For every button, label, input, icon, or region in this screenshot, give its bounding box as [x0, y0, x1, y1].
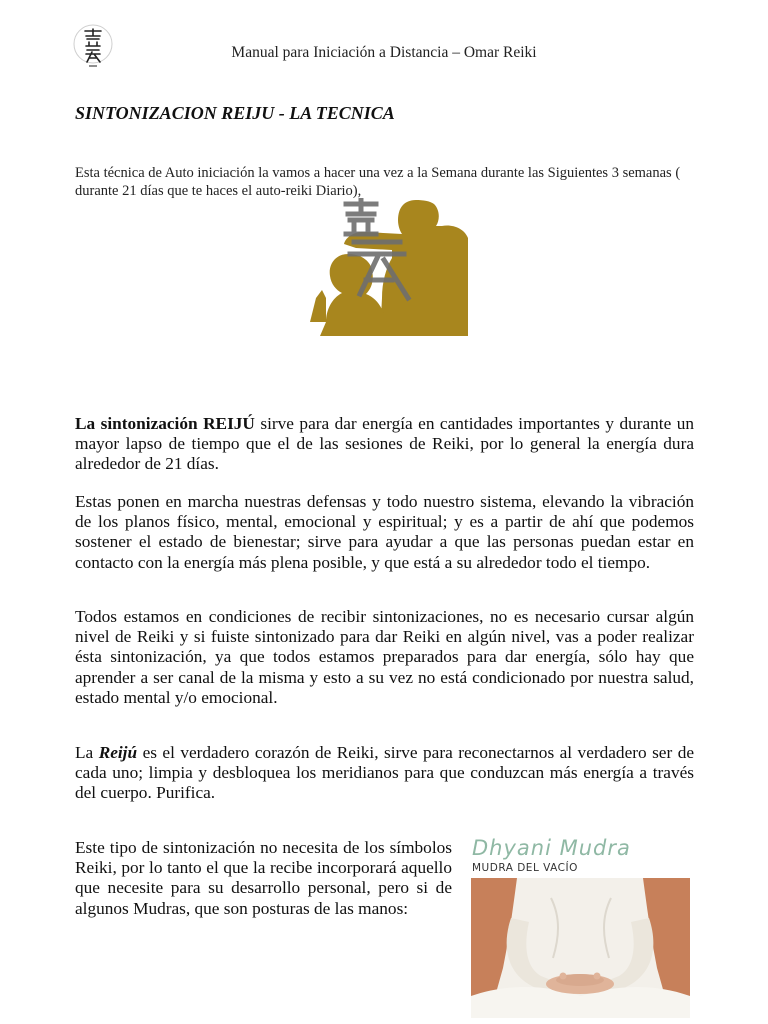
- mudra-card-title: Dhyani Mudra: [472, 836, 631, 860]
- paragraph-heart-of-reiki: [75, 743, 694, 804]
- paragraph-text: es el verdadero corazón de Reiki, sirve para reconectarnos al verdadero ser de cada uno; limpia y desbloquea los meridianos para que conduzcan más energía a través del cuerpo. Purifica.: [75, 743, 695, 803]
- paragraph-text: La: [75, 743, 99, 762]
- paragraph-lead-bold: La sintonización REIJÚ: [75, 414, 255, 433]
- page-header: Manual para Iniciación a Distancia – Omar Reiki: [231, 44, 537, 61]
- paragraph-reiju-definition: [75, 414, 694, 475]
- intro-text: Esta técnica de Auto iniciación la vamos a hacer una vez a la Semana durante las Siguientes 3 semanas ( durante 21 días que te haces el auto-reiki Diario),: [75, 165, 681, 199]
- paragraph-defenses: Estas ponen en marcha nuestras defensas y todo nuestro sistema, elevando la vibración de los planos físico, mental, emocional y espiritual; y es a partir de ahí que podemos sostener el estado de bienestar; sirve para ayudar a que las personas puedan estar en contacto con la energía más plena posible, y que está a su alrededor todo el tiempo.: [75, 492, 694, 572]
- dhyani-mudra-photo: [471, 878, 690, 1018]
- paragraph-text: sirve para dar energía en cantidades importantes y durante un mayor lapso de tiempo que el de las sesiones de Reiki, por lo general la energía dura alrededor de 21 días.: [75, 414, 695, 474]
- reiju-emphasis: Reijú: [98, 743, 138, 762]
- seated-figure-silhouette: [320, 254, 392, 336]
- section-title: SINTONIZACION REIJU - LA TECNICA: [75, 103, 395, 123]
- praying-hands: [310, 290, 326, 322]
- mudra-card-subtitle: MUDRA DEL VACÍO: [472, 862, 578, 874]
- paragraph-conditions: Todos estamos en condiciones de recibir sintonizaciones, no es necesario cursar algún nivel de Reiki y si fuiste sintonizado para dar Reiki en algún nivel, vas a poder realizar ésta sintonización, ya que todos estamos preparados para dar energía, sólo hay que aprender a ser canal de la misma y esto a su vez no está condicionado por nuestra salud, estado mental y/o emocional.: [75, 607, 694, 707]
- paragraph-mudras: Este tipo de sintonización no necesita de los símbolos Reiki, por lo tanto el que la recibe incorporará aquello que necesite para su desarrollo personal, pero si de algunos Mudras, que son posturas de las manos:: [75, 838, 452, 918]
- reiju-illustration: [296, 198, 468, 336]
